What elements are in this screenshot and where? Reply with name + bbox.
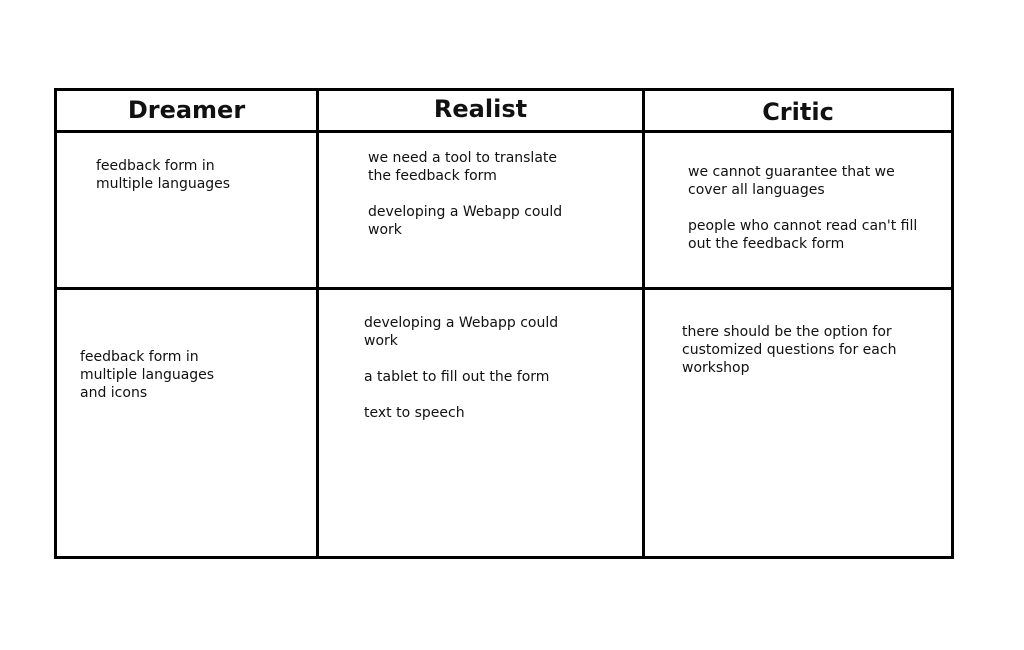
cell-critic-row-2: [682, 323, 896, 377]
note-line: and icons: [80, 385, 148, 401]
note-line: the feedback form: [368, 168, 497, 184]
table-border-top: [54, 88, 954, 91]
column-divider-1: [316, 88, 319, 559]
note-line: customized questions for each: [682, 342, 897, 358]
note-line: workshop: [682, 360, 750, 376]
note-line: we cannot guarantee that we: [688, 164, 895, 180]
paragraph-gap: [364, 386, 558, 404]
header-divider: [54, 130, 954, 133]
note-line: multiple languages: [96, 176, 231, 192]
paragraph-gap: [368, 185, 562, 203]
table-border-right: [951, 88, 954, 559]
column-header-critic: Critic: [762, 98, 834, 126]
note-line: multiple languages: [80, 367, 215, 383]
paragraph-gap: [688, 199, 917, 217]
note-line: developing a Webapp could: [364, 315, 559, 331]
column-divider-2: [642, 88, 645, 559]
note-line: feedback form in: [96, 158, 215, 174]
cell-realist-row-2: [364, 314, 558, 422]
cell-dreamer-row-1: [96, 157, 230, 193]
note-line: work: [368, 222, 402, 238]
note-line: cover all languages: [688, 182, 825, 198]
cell-realist-row-1: [368, 149, 562, 239]
note-line: people who cannot read can't fill: [688, 218, 918, 234]
table-border-left: [54, 88, 57, 559]
note-line: a tablet to fill out the form: [364, 369, 550, 385]
cell-critic-row-1: [688, 163, 917, 253]
note-line: developing a Webapp could: [368, 204, 563, 220]
note-line: out the feedback form: [688, 236, 845, 252]
note-line: feedback form in: [80, 349, 199, 365]
column-header-dreamer: Dreamer: [127, 96, 246, 124]
column-header-realist: Realist: [433, 95, 528, 123]
paragraph-gap: [364, 350, 558, 368]
note-line: there should be the option for: [682, 324, 892, 340]
cell-dreamer-row-2: [80, 348, 214, 402]
note-line: text to speech: [364, 405, 465, 421]
note-line: we need a tool to translate: [368, 150, 558, 166]
note-line: work: [364, 333, 398, 349]
table-border-bottom: [54, 556, 954, 559]
row-divider: [54, 287, 954, 290]
